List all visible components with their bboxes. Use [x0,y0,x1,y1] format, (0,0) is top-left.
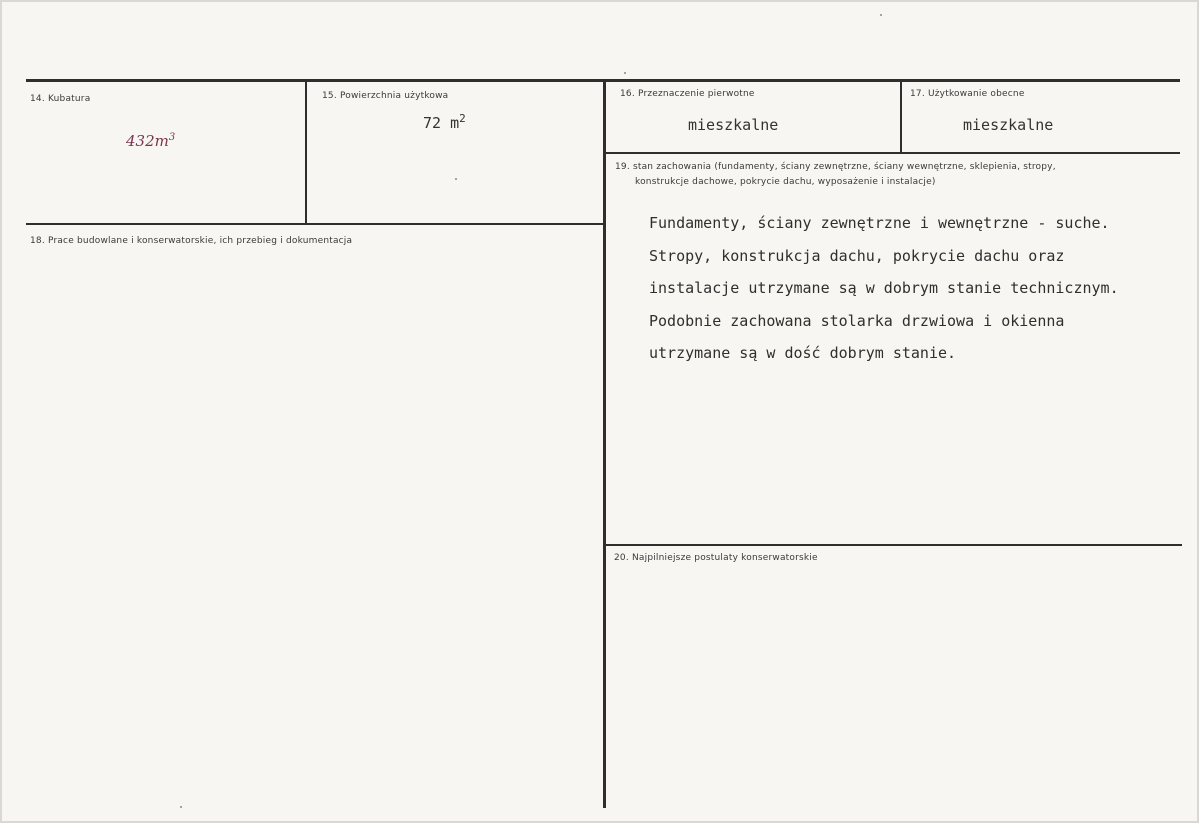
field-19-label-line2: konstrukcje dachowe, pokrycie dachu, wyposażenie i instalacje) [635,177,936,187]
field-14-value-text: 432m [126,132,169,150]
field-18-label: 18. Prace budowlane i konserwatorskie, ich przebieg i dokumentacja [30,236,353,246]
condition-line: Stropy, konstrukcja dachu, pokrycie dachu oraz [649,246,1065,265]
paper-speck [455,178,457,180]
field-15-value [423,112,466,132]
field-14-value-sup: 3 [168,132,176,143]
divider-16-17 [900,80,902,154]
paper-speck [880,14,882,16]
condition-line: utrzymane są w dość dobrym stanie. [649,344,957,362]
field-15-label: 15. Powierzchnia użytkowa [322,91,449,101]
field-15-value-text: 72 m [423,114,460,132]
paper-speck [180,806,182,808]
rule-above-20 [605,544,1182,546]
field-15-value-sup: 2 [459,112,466,125]
condition-line: Podobnie zachowana stolarka drzwiowa i okienna [649,311,1065,330]
rule-under-16-17 [605,152,1180,154]
center-divider [603,80,606,808]
field-14-value [126,132,175,150]
field-19-condition-text [649,207,1119,370]
field-14-label: 14. Kubatura [30,94,91,104]
paper-speck [624,72,626,74]
rule-under-14-15 [26,223,603,225]
field-20-label: 20. Najpilniejsze postulaty konserwatorskie [614,553,818,563]
field-17-value: mieszkalne [963,116,1054,134]
field-19-label-line1: 19. stan zachowania (fundamenty, ściany zewnętrzne, ściany wewnętrzne, sklepienia, stropy, [615,162,1056,172]
condition-line: instalacje utrzymane są w dobrym stanie technicznym. [649,279,1119,297]
condition-line: Fundamenty, ściany zewnętrzne i wewnętrzne - suche. [649,214,1110,232]
divider-14-15 [305,80,307,225]
field-16-label: 16. Przeznaczenie pierwotne [620,89,755,99]
field-17-label: 17. Użytkowanie obecne [910,89,1025,99]
field-16-value: mieszkalne [688,116,779,134]
